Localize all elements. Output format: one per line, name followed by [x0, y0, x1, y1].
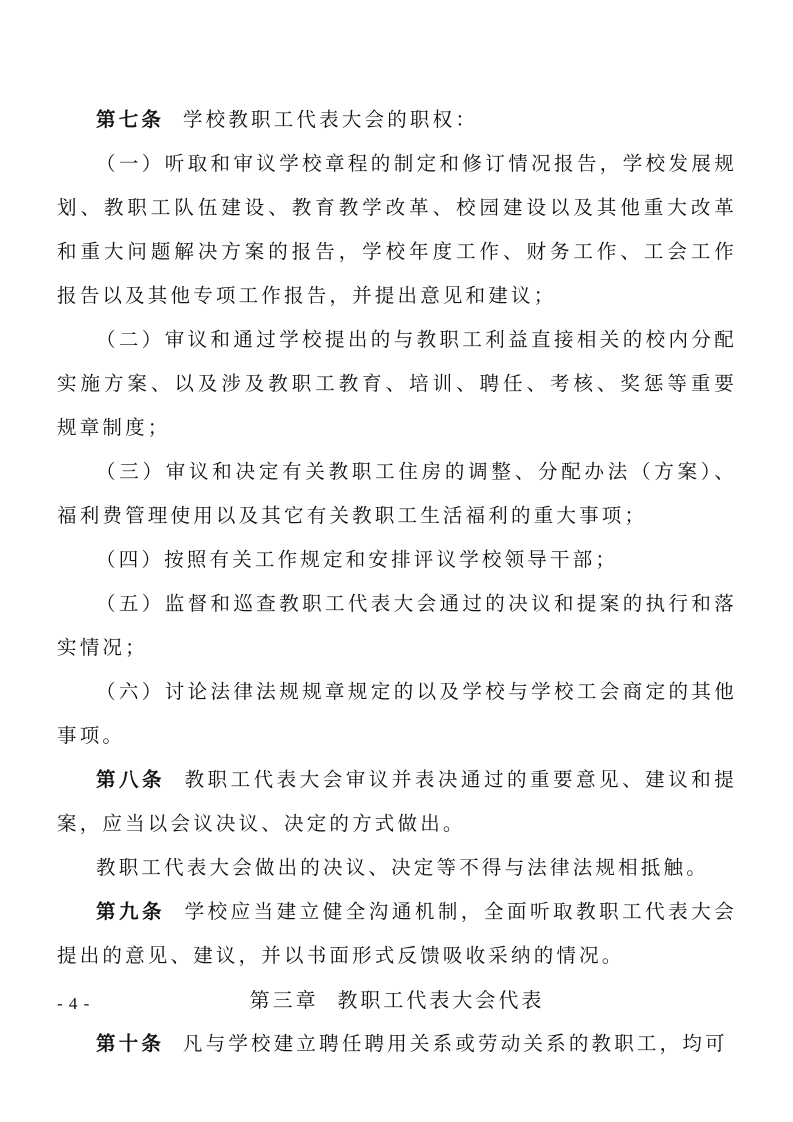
article-7-item-6: （六）讨论法律法规规章规定的以及学校与学校工会商定的其他事项。 — [57, 680, 737, 747]
chapter-3-number: 第三章 — [249, 988, 319, 1012]
page-number: - 4 - — [57, 994, 91, 1013]
article-8-paragraph — [57, 758, 737, 846]
article-7-heading — [57, 98, 737, 142]
article-9-text: 学校应当建立健全沟通机制，全面听取教职工代表大会提出的意见、建议，并以书面形式反馈吸收采纳的情况。 — [57, 900, 737, 967]
article-8-title: 第八条 — [96, 768, 166, 791]
article-9-title: 第九条 — [96, 900, 166, 923]
chapter-3-title: 教职工代表大会代表 — [337, 988, 545, 1012]
article-10-title: 第十条 — [96, 1032, 165, 1055]
article-7-item-3: （三）审议和决定有关教职工住房的调整、分配办法（方案）、福利费管理使用以及其它有关教职工生活福利的重大事项； — [57, 460, 737, 527]
document-body — [57, 98, 737, 1066]
article-7-item-4: （四）按照有关工作规定和安排评议学校领导干部； — [96, 548, 619, 571]
article-8-paragraph-2: 教职工代表大会做出的决议、决定等不得与法律法规相抵触。 — [96, 856, 709, 879]
article-7-title: 第七条 — [96, 108, 165, 131]
article-7-item-5: （五）监督和巡查教职工代表大会通过的决议和提案的执行和落实情况； — [57, 592, 737, 659]
article-9-paragraph — [57, 890, 737, 978]
article-10-text: 凡与学校建立聘任聘用关系或劳动关系的教职工，均可 — [182, 1032, 728, 1055]
article-8-text: 教职工代表大会审议并表决通过的重要意见、建议和提案，应当以会议决议、决定的方式做出。 — [57, 768, 737, 835]
article-7-intro: 学校教职工代表大会的职权： — [182, 108, 479, 131]
article-10-paragraph — [57, 1022, 737, 1066]
article-7-item-1: （一）听取和审议学校章程的制定和修订情况报告，学校发展规划、教职工队伍建设、教育教学改革、校园建设以及其他重大改革和重大问题解决方案的报告，学校年度工作、财务工作、工会工作报告以及其他专项工作报告，并提出意见和建议； — [57, 152, 737, 307]
article-7-item-2: （二）审议和通过学校提出的与教职工利益直接相关的校内分配实施方案、以及涉及教职工教育、培训、聘任、考核、奖惩等重要规章制度； — [57, 328, 737, 439]
chapter-3-heading — [57, 978, 737, 1022]
